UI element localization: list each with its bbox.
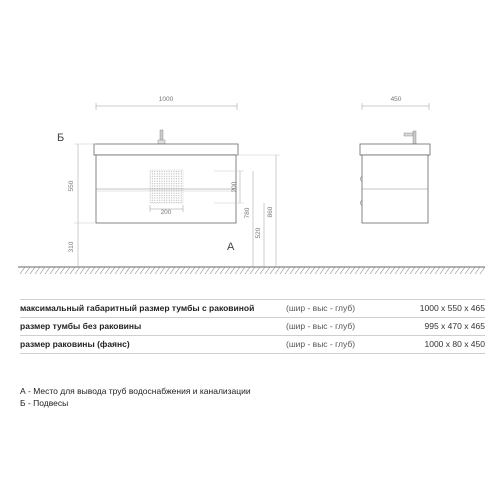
hatch-line bbox=[235, 267, 240, 274]
hatch-line bbox=[195, 267, 200, 274]
hatch-line bbox=[130, 267, 135, 274]
dim-front-width: 1000 bbox=[158, 96, 174, 103]
hatch-line bbox=[40, 267, 45, 274]
hatch-line bbox=[200, 267, 205, 274]
hatch-line bbox=[330, 267, 335, 274]
label-b: Б bbox=[57, 132, 65, 144]
hatch-line bbox=[50, 267, 55, 274]
hatch-line bbox=[300, 267, 305, 274]
hatch-line bbox=[360, 267, 365, 274]
hatch-line bbox=[250, 267, 255, 274]
dim-780: 780 bbox=[244, 207, 251, 219]
hatch-line bbox=[470, 267, 475, 274]
hatch-line bbox=[70, 267, 75, 274]
hatch-line bbox=[385, 267, 390, 274]
hatch-line bbox=[60, 267, 65, 274]
spec-axes: (шир - выс - глуб) bbox=[286, 339, 356, 349]
hatch-line bbox=[325, 267, 330, 274]
hatch-line bbox=[270, 267, 275, 274]
hatch-line bbox=[105, 267, 110, 274]
hatch-line bbox=[350, 267, 355, 274]
hatch-line bbox=[155, 267, 160, 274]
dim-310: 310 bbox=[68, 241, 75, 253]
hatch-line bbox=[475, 267, 480, 274]
hatch-line bbox=[415, 267, 420, 274]
spec-axes: (шир - выс - глуб) bbox=[286, 303, 356, 313]
hatch-line bbox=[80, 267, 85, 274]
label-a: А bbox=[227, 241, 235, 253]
hatch-line bbox=[95, 267, 100, 274]
hatch-line bbox=[90, 267, 95, 274]
hatch-line bbox=[355, 267, 360, 274]
hatch-line bbox=[305, 267, 310, 274]
hatch-line bbox=[420, 267, 425, 274]
spec-row bbox=[20, 336, 485, 354]
dim-side-width: 450 bbox=[390, 96, 402, 103]
hatch-line bbox=[450, 267, 455, 274]
hatch-line bbox=[345, 267, 350, 274]
hatch-line bbox=[220, 267, 225, 274]
hatch-line bbox=[245, 267, 250, 274]
specs-table bbox=[20, 299, 485, 354]
hatch-line bbox=[465, 267, 470, 274]
hatch-line bbox=[320, 267, 325, 274]
hatch-line bbox=[285, 267, 290, 274]
hatch-line bbox=[145, 267, 150, 274]
side-faucet bbox=[404, 131, 416, 144]
dim-550: 550 bbox=[68, 180, 75, 192]
hatch-line bbox=[445, 267, 450, 274]
dim-outlet-height: 200 bbox=[231, 181, 238, 193]
spec-row bbox=[20, 299, 485, 318]
hatch-line bbox=[395, 267, 400, 274]
side-view bbox=[360, 96, 430, 223]
spec-name: размер тумбы без раковины bbox=[20, 321, 142, 331]
sink-top bbox=[94, 144, 238, 155]
hatch-line bbox=[370, 267, 375, 274]
note-a: А - Место для вывода труб водоснабжения и канализации bbox=[20, 386, 251, 396]
hatch-line bbox=[30, 267, 35, 274]
hatch-line bbox=[210, 267, 215, 274]
dim-520: 520 bbox=[255, 227, 262, 239]
hatch-line bbox=[480, 267, 485, 274]
hatch-line bbox=[100, 267, 105, 274]
hatch-line bbox=[185, 267, 190, 274]
hatch-line bbox=[380, 267, 385, 274]
hatch-line bbox=[400, 267, 405, 274]
spec-name: размер раковины (фаянс) bbox=[20, 339, 130, 349]
hatch-line bbox=[230, 267, 235, 274]
hatch-line bbox=[135, 267, 140, 274]
hatch-line bbox=[25, 267, 30, 274]
hatch-line bbox=[410, 267, 415, 274]
hatch-line bbox=[430, 267, 435, 274]
hatch-line bbox=[460, 267, 465, 274]
hatch-line bbox=[180, 267, 185, 274]
hatch-line bbox=[390, 267, 395, 274]
spec-row bbox=[20, 318, 485, 336]
hatch-line bbox=[260, 267, 265, 274]
hatch-line bbox=[190, 267, 195, 274]
faucet bbox=[158, 130, 165, 144]
side-sink-top bbox=[360, 144, 430, 155]
hatch-line bbox=[45, 267, 50, 274]
hatch-line bbox=[85, 267, 90, 274]
spec-value: 1000 x 80 x 450 bbox=[424, 339, 485, 349]
hatch-line bbox=[55, 267, 60, 274]
note-b: Б - Подвесы bbox=[20, 398, 69, 408]
hatch-line bbox=[315, 267, 320, 274]
hatch-line bbox=[375, 267, 380, 274]
hatch-line bbox=[110, 267, 115, 274]
hatch-line bbox=[75, 267, 80, 274]
hatch-line bbox=[290, 267, 295, 274]
legend-notes bbox=[20, 385, 251, 409]
hatch-line bbox=[455, 267, 460, 274]
hatch-line bbox=[120, 267, 125, 274]
hatch-line bbox=[240, 267, 245, 274]
spec-value: 1000 x 550 x 465 bbox=[419, 303, 485, 313]
hatch-line bbox=[435, 267, 440, 274]
hatch-line bbox=[405, 267, 410, 274]
hatch-line bbox=[265, 267, 270, 274]
floor bbox=[18, 267, 485, 274]
hatch-line bbox=[340, 267, 345, 274]
spec-value: 995 x 470 x 465 bbox=[424, 321, 485, 331]
hatch-line bbox=[165, 267, 170, 274]
hatch-line bbox=[425, 267, 430, 274]
spec-axes: (шир - выс - глуб) bbox=[286, 321, 356, 331]
hatch-line bbox=[205, 267, 210, 274]
hatch-line bbox=[150, 267, 155, 274]
hatch-line bbox=[440, 267, 445, 274]
hatch-line bbox=[310, 267, 315, 274]
spec-name: максимальный габаритный размер тумбы с раковиной bbox=[20, 303, 255, 313]
hatch-line bbox=[280, 267, 285, 274]
hatch-line bbox=[295, 267, 300, 274]
hatch-line bbox=[215, 267, 220, 274]
hatch-line bbox=[365, 267, 370, 274]
front-view bbox=[57, 96, 280, 267]
hatch-line bbox=[255, 267, 260, 274]
hatch-line bbox=[65, 267, 70, 274]
hatch-line bbox=[125, 267, 130, 274]
hatch-line bbox=[170, 267, 175, 274]
hatch-line bbox=[115, 267, 120, 274]
hatch-line bbox=[35, 267, 40, 274]
hatch-line bbox=[20, 267, 25, 274]
hatch-line bbox=[160, 267, 165, 274]
hatch-line bbox=[275, 267, 280, 274]
hatch-line bbox=[335, 267, 340, 274]
hatch-line bbox=[140, 267, 145, 274]
dim-860: 860 bbox=[267, 206, 274, 218]
hatch-line bbox=[225, 267, 230, 274]
hatch-line bbox=[175, 267, 180, 274]
dim-outlet-width: 200 bbox=[160, 209, 172, 216]
pipe-outlet-area bbox=[150, 170, 183, 203]
